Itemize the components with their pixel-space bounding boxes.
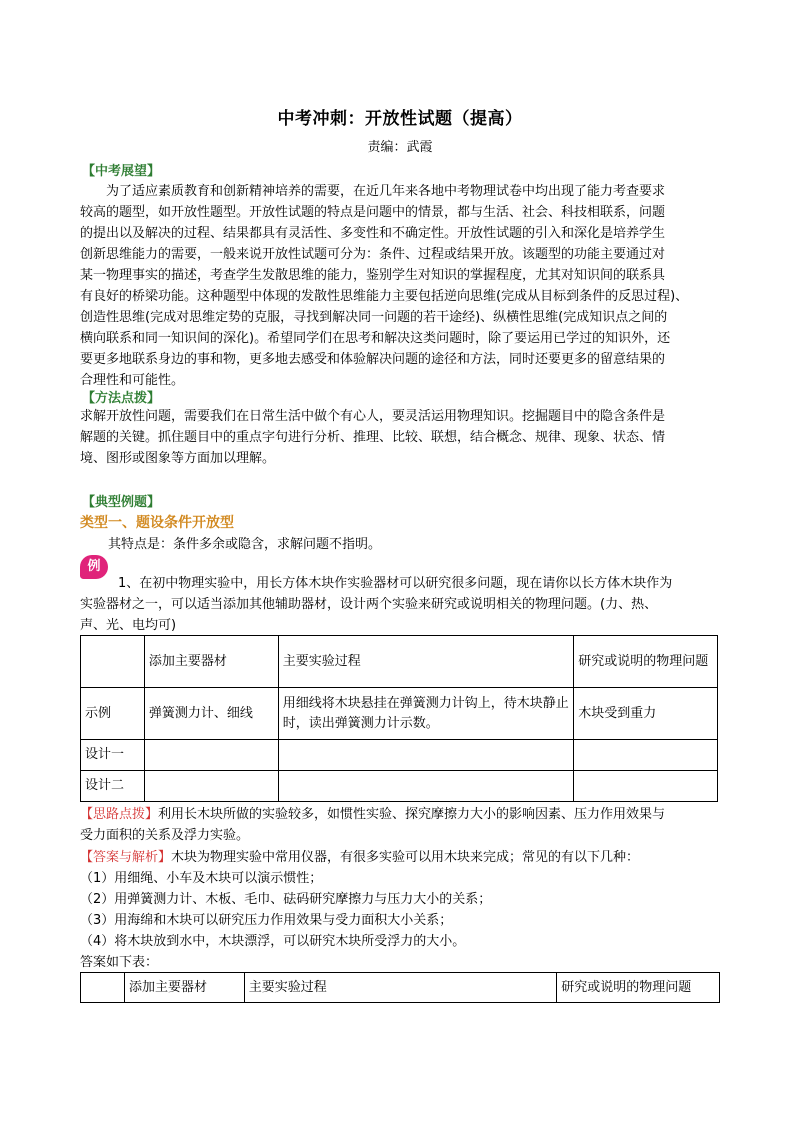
paragraph-line: 合理性和可能性。 [80,373,185,388]
table-cell [574,771,718,802]
paragraph-line: 某一物理事实的描述，考查学生发散思维的能力，鉴别学生对知识的掌握程度，尤其对知识间的联系具 [80,268,666,283]
table-cell [81,973,125,1003]
table-cell: 添加主要器材 [144,636,278,688]
hint-label: 【思路点拨】 [80,807,159,822]
question-paragraph [80,573,720,636]
table-cell [574,740,718,771]
table-cell: 添加主要器材 [124,973,244,1003]
table-cell: 示例 [81,688,145,740]
table-cell [278,771,574,802]
answer-table [80,972,720,1003]
list-item: （2）用弹簧测力计、木板、毛巾、砝码研究摩擦力与压力大小的关系； [80,892,492,907]
table-row [81,771,718,802]
paragraph-line: 境、图形或图象等方面加以理解。 [80,451,276,466]
paragraph-line: 的提出以及解决的过程、结果都具有灵活性、多变性和不确定性。开放性试题的引入和深化是培养学生 [80,226,666,241]
editor-line: 责编：武霞 [367,140,433,155]
method-paragraph [80,406,720,469]
table-intro: 答案如下表： [80,955,159,970]
section-header-method: 【方法点拨】 [82,391,161,406]
table-cell: 设计二 [81,771,145,802]
table-row [81,688,718,740]
list-item: （3）用海绵和木块可以研究压力作用效果与受力面积大小关系； [80,913,453,928]
paragraph-line: 创新思维能力的需要，一般来说开放性试题可分为：条件、过程或结果开放。该题型的功能主要通过对 [80,247,666,262]
question-line: 1、在初中物理实验中，用长方体木块作实验器材可以研究很多问题，现在请你以长方体木块作为 [118,576,673,591]
answer-section [80,847,720,973]
table-cell [81,636,145,688]
question-line: 实验器材之一，可以适当添加其他辅助器材，设计两个实验来研究或说明相关的物理问题。(力、热、 [80,597,658,612]
table-cell: 弹簧测力计、细线 [144,688,278,740]
hint-line: 受力面积的关系及浮力实验。 [80,828,250,843]
section-header-outlook: 【中考展望】 [82,164,161,179]
table-cell: 主要实验过程 [244,973,556,1003]
table-cell: 研究或说明的物理问题 [574,636,718,688]
list-item: （1）用细绳、小车及木块可以演示惯性； [80,871,323,886]
paragraph-line: 为了适应素质教育和创新精神培养的需要，在近几年来各地中考物理试卷中均出现了能力考查要求 [106,184,666,199]
paragraph-line: 创造性思维(完成对思维定势的克服，寻找到解决同一问题的若干途经)、纵横性思维(完成知识点之间的 [80,310,668,325]
table-cell: 用细线将木块悬挂在弹簧测力计钩上，待木块静止时，读出弹簧测力计示数。 [278,688,574,740]
table-header-row [81,636,718,688]
experiment-table [80,635,718,802]
paragraph-line: 求解开放性问题，需要我们在日常生活中做个有心人，要灵活运用物理知识。挖掘题目中的隐含条件是 [80,409,666,424]
list-item: （4）将木块放到水中，木块漂浮，可以研究木块所受浮力的大小。 [80,934,466,949]
answer-label: 【答案与解析】 [80,850,172,865]
table-cell [278,740,574,771]
feature-line: 其特点是：条件多余或隐含，求解问题不指明。 [108,537,382,552]
question-line: 声、光、电均可) [80,618,177,633]
table-row [81,740,718,771]
document-title: 中考冲刺：开放性试题（提高） [277,109,523,129]
section-header-examples: 【典型例题】 [82,495,161,510]
hint-line [80,804,720,825]
table-cell [144,771,278,802]
paragraph-line: 较高的题型，如开放性题型。开放性试题的特点是问题中的情景，都与生活、社会、科技相联系，问题 [80,205,666,220]
table-cell [144,740,278,771]
table-cell: 木块受到重力 [574,688,718,740]
type-title: 类型一、题设条件开放型 [80,515,234,531]
outlook-paragraph [80,181,720,391]
table-header-row [81,973,720,1003]
table-cell: 主要实验过程 [278,636,574,688]
paragraph-line: 解题的关键。抓住题目中的重点字句进行分析、推理、比较、联想，结合概念、规律、现象、状态、情 [80,430,666,445]
answer-text: 木块为物理实验中常用仪器，有很多实验可以用木块来完成；常见的有以下几种： [171,850,640,865]
paragraph-line: 要更多地联系身边的事和物，更多地去感受和体验解决问题的途径和方法，同时还要更多的留意结果的 [80,352,666,367]
hint-paragraph [80,804,720,846]
example-badge-icon: 例 [80,555,108,579]
paragraph-line: 有良好的桥梁功能。这种题型中体现的发散性思维能力主要包括逆向思维(完成从目标到条件的反思过程)、 [80,289,689,304]
table-cell: 研究或说明的物理问题 [557,973,720,1003]
hint-text: 利用长木块所做的实验较多，如惯性实验、探究摩擦力大小的影响因素、压力作用效果与 [158,807,666,822]
answer-line [80,847,720,868]
table-cell: 设计一 [81,740,145,771]
paragraph-line: 横向联系和同一知识间的深化)。希望同学们在思考和解决这类问题时，除了要运用已学过的知识外，还 [80,331,671,346]
